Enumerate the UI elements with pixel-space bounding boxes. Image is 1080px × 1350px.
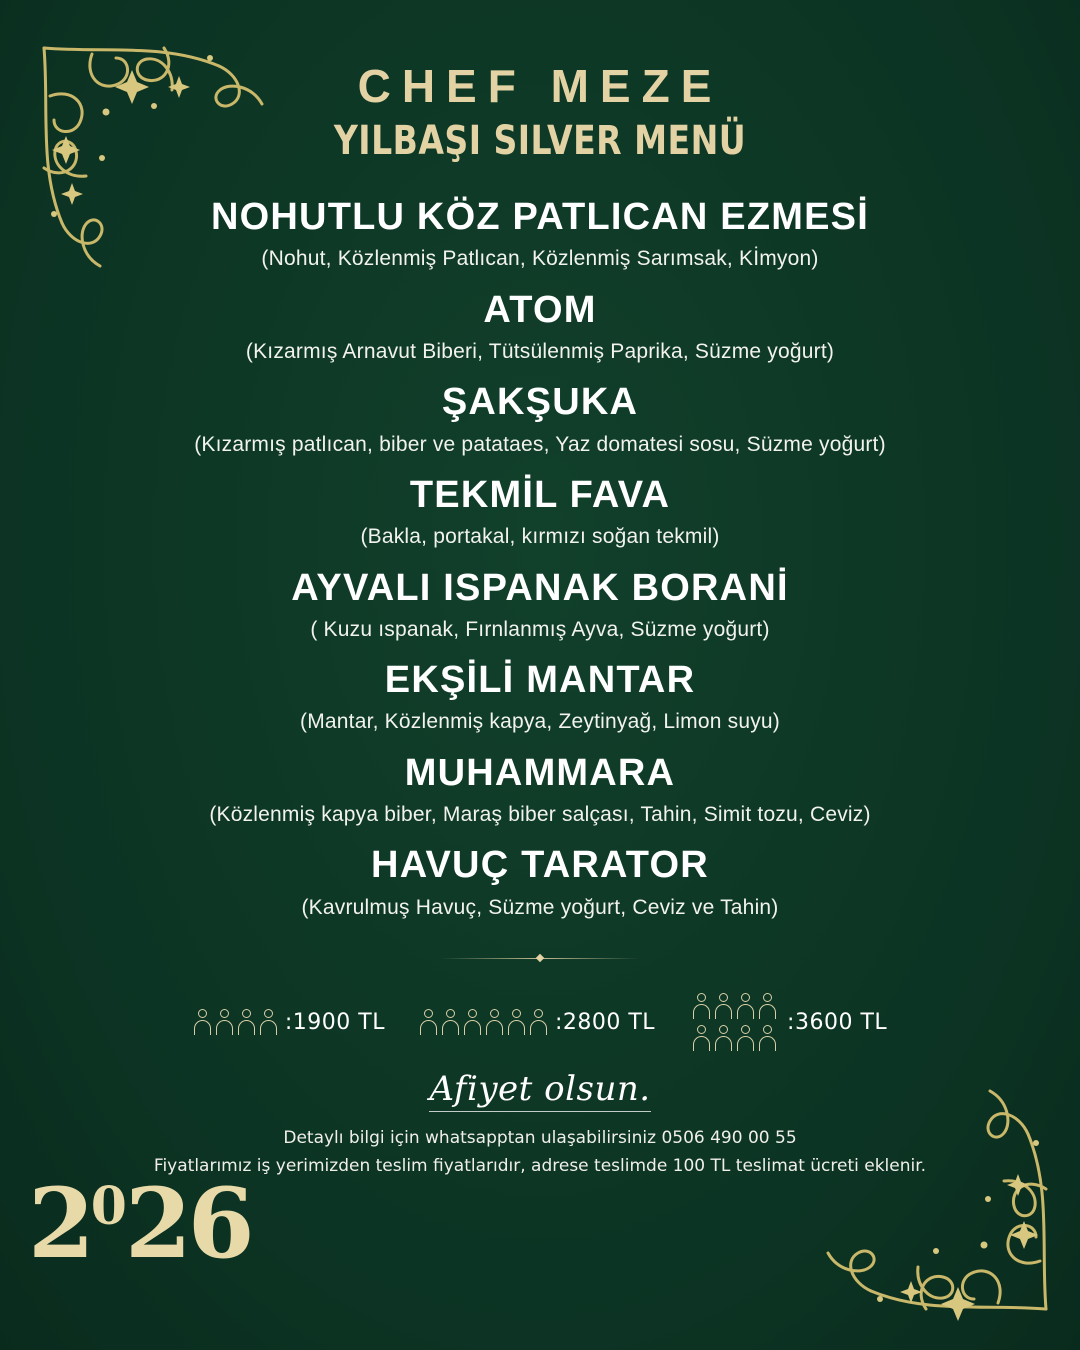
afiyet-olsun-label: Afiyet olsun. <box>429 1069 650 1112</box>
menu-item-desc: (Kavrulmuş Havuç, Süzme yoğurt, Ceviz ve Tahin) <box>301 895 779 919</box>
divider-diamond-icon <box>536 954 544 962</box>
year-superscript: 0 <box>90 1176 125 1237</box>
person-icon <box>714 991 734 1021</box>
person-icon <box>237 1007 257 1037</box>
menu-item <box>40 746 1040 831</box>
menu-item-name: EKŞİLİ MANTAR <box>384 659 696 702</box>
brand-title: CHEF MEZE <box>357 60 723 112</box>
afiyet-olsun-text <box>0 1069 1080 1112</box>
menu-item-name: HAVUÇ TARATOR <box>371 844 709 887</box>
people-icon-group-8 <box>689 991 781 1053</box>
price-option <box>193 1007 385 1037</box>
menu-subtitle: YILBAŞI SILVER MENÜ <box>333 118 747 165</box>
pricing-row <box>0 991 1080 1053</box>
person-icon <box>692 991 712 1021</box>
menu-item-desc: (Kızarmış patlıcan, biber ve patataes, Yaz domatesi sosu, Süzme yoğurt) <box>194 432 886 456</box>
people-icon-group-4 <box>193 1007 279 1037</box>
menu-item <box>40 375 1040 460</box>
person-icon <box>507 1007 527 1037</box>
year-prefix: 2 <box>28 1167 91 1280</box>
delivery-note: Fiyatlarımız iş yerimizden teslim fiyatlarıdır, adrese teslimde 100 TL teslimat ücreti eklenir. <box>153 1156 927 1177</box>
menu-item-desc: (Közlenmiş kapya biber, Maraş biber salçası, Tahin, Simit tozu, Ceviz) <box>209 802 871 826</box>
menu-item-name: ATOM <box>483 288 597 331</box>
menu-list <box>0 190 1080 923</box>
person-icon <box>714 1023 734 1053</box>
person-icon <box>736 1023 756 1053</box>
menu-item <box>40 653 1040 738</box>
menu-item <box>40 561 1040 646</box>
menu-item-desc: (Bakla, portakal, kırmızı soğan tekmil) <box>360 525 720 549</box>
menu-item-name: ŞAKŞUKA <box>441 381 639 424</box>
menu-item-desc: (Mantar, Közlenmiş kapya, Zeytinyağ, Limon suyu) <box>300 710 780 734</box>
person-icon <box>463 1007 483 1037</box>
menu-item-desc: ( Kuzu ıspanak, Fırnlanmış Ayva, Süzme yoğurt) <box>310 617 770 641</box>
person-icon <box>529 1007 549 1037</box>
year-suffix: 26 <box>124 1167 251 1280</box>
person-icon <box>259 1007 279 1037</box>
price-label: :2800 TL <box>554 1009 656 1035</box>
menu-item-name: NOHUTLU KÖZ PATLICAN EZMESİ <box>211 196 869 239</box>
contact-note: Detaylı bilgi için whatsapptan ulaşabilirsiniz 0506 490 00 55 <box>283 1128 797 1149</box>
person-icon <box>758 1023 778 1053</box>
person-icon <box>692 1023 712 1053</box>
person-icon <box>441 1007 461 1037</box>
year-badge <box>28 1167 251 1280</box>
menu-item-name: MUHAMMARA <box>404 751 676 794</box>
person-icon <box>193 1007 213 1037</box>
menu-item-desc: (Nohut, Közlenmiş Patlıcan, Közlenmiş Sarımsak, Kİmyon) <box>261 247 819 271</box>
poster-header <box>0 0 1080 164</box>
section-divider <box>440 951 640 965</box>
person-icon <box>736 991 756 1021</box>
price-option <box>689 991 887 1053</box>
menu-item <box>40 190 1040 275</box>
price-label: :3600 TL <box>787 1009 888 1035</box>
menu-item-desc: (Kızarmış Arnavut Biberi, Tütsülenmiş Paprika, Süzme yoğurt) <box>245 339 835 363</box>
menu-item-name: TEKMİL FAVA <box>409 474 671 517</box>
price-option <box>419 1007 655 1037</box>
menu-item-name: AYVALI ISPANAK BORANİ <box>291 566 789 609</box>
menu-item <box>40 838 1040 923</box>
person-icon <box>485 1007 505 1037</box>
price-label: :1900 TL <box>284 1009 385 1035</box>
person-icon <box>215 1007 235 1037</box>
person-icon <box>758 991 778 1021</box>
menu-item <box>40 283 1040 368</box>
person-icon <box>419 1007 439 1037</box>
menu-item <box>40 468 1040 553</box>
people-icon-group-6 <box>419 1007 549 1037</box>
